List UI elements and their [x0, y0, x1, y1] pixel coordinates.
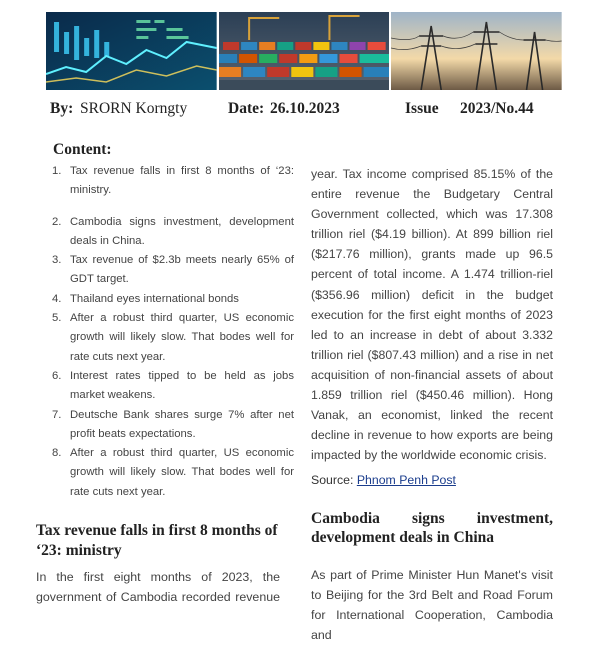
article1-title: Tax revenue falls in first 8 months of ‘23: ministry	[36, 522, 278, 559]
author-label: By:	[50, 100, 74, 117]
container-port-image	[219, 12, 390, 90]
toc-number: 4.	[52, 292, 62, 305]
issue-date: 26.10.2023	[270, 100, 340, 117]
date-label: Date:	[228, 100, 265, 117]
toc-number: 2.	[52, 215, 62, 228]
source-link[interactable]: Phnom Penh Post	[356, 473, 456, 488]
issue-label: Issue	[405, 100, 439, 117]
toc-text: After a robust third quarter, US economic growth will likely slow. That bodes well for rate cuts next year.	[70, 312, 294, 363]
toc-text: Interest rates tipped to be held as jobs market weakens.	[70, 369, 294, 402]
toc-item[interactable]	[48, 444, 294, 502]
power-pylons-image	[391, 12, 562, 90]
toc-item[interactable]	[48, 213, 294, 252]
toc-number: 1.	[52, 165, 62, 177]
toc-item[interactable]	[48, 406, 294, 445]
toc-text: Tax revenue of $2.3b meets nearly 65% of GDT target.	[70, 254, 294, 286]
toc-item[interactable]	[48, 251, 294, 290]
toc-text: After a robust third quarter, US economic growth will likely slow. That bodes well for rate cuts next year.	[70, 447, 294, 498]
author-name: SRORN Korngty	[80, 100, 188, 117]
toc-item[interactable]	[48, 309, 294, 367]
right-column	[311, 164, 553, 658]
toc-number: 7.	[52, 408, 62, 421]
financial-chart-image	[46, 12, 217, 90]
article2-title	[311, 509, 553, 547]
header-banner	[46, 12, 562, 90]
toc-number: 3.	[52, 254, 62, 267]
issue-number: 2023/No.44	[460, 100, 534, 117]
content-heading: Content:	[53, 141, 112, 158]
article2-title-word: signs	[411, 510, 445, 528]
toc-item[interactable]	[48, 367, 294, 406]
toc-text: Deutsche Bank shares surge 7% after net profit beats expectations.	[70, 408, 294, 440]
article1-lead: In the first eight months of 2023, the government of Cambodia recorded revenue	[36, 570, 280, 604]
toc-number: 5.	[52, 312, 62, 325]
toc-text: Tax revenue falls in first 8 months of ‘23: ministry.	[70, 165, 294, 197]
issue-meta	[50, 100, 570, 118]
source-label: Source:	[311, 473, 354, 488]
article2-title-word: Cambodia	[311, 510, 380, 528]
article2-lead: As part of Prime Minister Hun Manet's visit to Beijing for the 3rd Belt and Road Forum for International Cooperation, Cambodia and	[311, 568, 553, 643]
toc-text: Thailand eyes international bonds	[70, 292, 239, 305]
toc-item[interactable]	[48, 162, 294, 201]
toc-text: Cambodia signs investment, development deals in China.	[70, 215, 294, 247]
article1-body: year. Tax income comprised 85.15% of the entire revenue the Budgetary Central Government collected, which was 17.308 trillion riel ($4.19 billion). At 899 billion riel ($217.76 million), grants made up 96.5 percent of total income. A 1.474 trillion-riel ($356.96 million) deficit in the budget execution for the first eight months of 2023 led to an increase in debt of about 3.332 trillion riel ($807.43 million) and a rise in net acquisition of non-financial assets of about 1.859 trillion riel ($450.46 million). Hong Vanak, an economist, linked the recent decline in revenue to how exports are being impacted by the worldwide economic crisis.	[311, 167, 553, 463]
toc-number: 6.	[52, 369, 62, 382]
article2-title-line2: development deals in China	[311, 529, 495, 547]
toc-item[interactable]	[48, 290, 294, 309]
article1-source	[311, 473, 553, 487]
table-of-contents	[48, 162, 294, 502]
toc-number: 8.	[52, 447, 62, 460]
article2-title-word: investment,	[476, 510, 553, 528]
